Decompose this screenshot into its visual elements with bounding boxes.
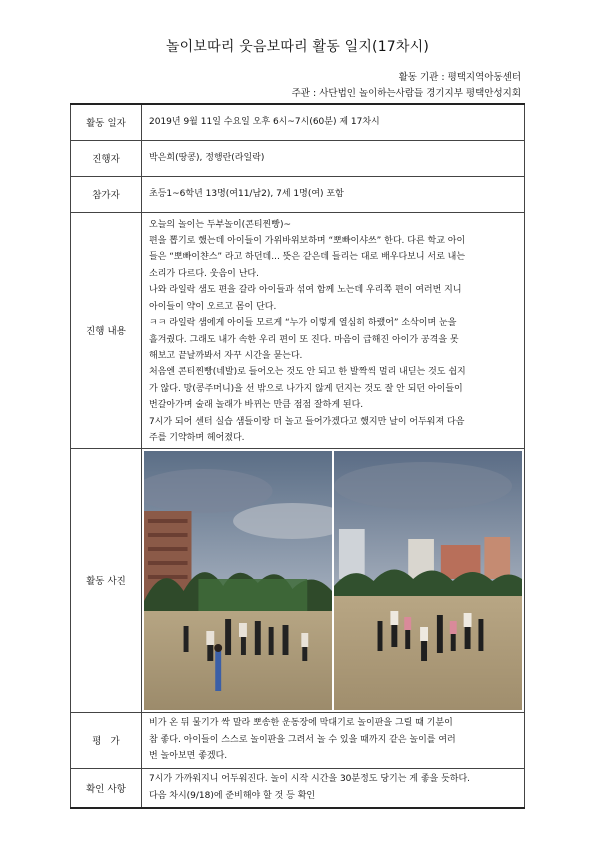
row-participants xyxy=(71,176,525,212)
row-check xyxy=(71,768,525,808)
label-evaluation: 평 가 xyxy=(71,712,142,768)
value-participants: 초등1~6학년 13명(여11/남2), 7세 1명(여) 포함 xyxy=(142,176,525,212)
text-line: 오늘의 놀이는 두부놀이(콘티찐빵)~ xyxy=(149,219,292,230)
value-evaluation xyxy=(142,712,525,768)
label-check: 확인 사항 xyxy=(71,768,142,808)
row-photos xyxy=(71,448,525,712)
value-date: 2019년 9월 11일 수요일 오후 6시~7시(60분) 제 17차시 xyxy=(142,104,525,140)
label-date: 활동 일자 xyxy=(71,104,142,140)
text-line: 주를 기약하며 헤어졌다. xyxy=(149,432,245,443)
text-line: 흘겨줬다. 그래도 내가 속한 우리 편이 또 진다. 마음이 급해진 아이가 공격을 못 xyxy=(149,334,459,345)
label-content: 진행 내용 xyxy=(71,212,142,448)
label-photos: 활동 사진 xyxy=(71,448,142,712)
agency-line: 활동 기관 : 평택지역아동센터 xyxy=(398,72,521,83)
text-line: 번갈아가며 술래 놀래가 바뀌는 만큼 점점 잘하게 된다. xyxy=(149,400,364,411)
label-leaders: 진행자 xyxy=(71,140,142,176)
evaluation-lines xyxy=(149,715,517,764)
text-line: 비가 온 뒤 물기가 싹 말라 뽀송한 운동장에 막대기로 놀이판을 그릴 때 기분이 xyxy=(149,718,453,729)
activity-photo-2 xyxy=(334,451,522,710)
text-line: 7시가 되어 센터 실습 샘들이랑 더 놀고 들어가겠다고 했지만 날이 어두워져 다음 xyxy=(149,416,465,427)
row-leaders xyxy=(71,140,525,176)
value-leaders: 박은희(땅콩), 정행란(라일락) xyxy=(142,140,525,176)
text-line: ㅋㅋ 라일락 샘에게 아이들 모르게 “누가 이렇게 열심히 하랬어” 소삭이며 눈을 xyxy=(149,318,457,329)
content-lines xyxy=(149,214,517,447)
text-line: 들은 “뽀빠이챤스” 라고 하던데... 뜻은 같은데 들리는 대로 배우다보니 서로 내는 xyxy=(149,252,466,263)
label-participants: 참가자 xyxy=(71,176,142,212)
check-lines xyxy=(149,771,517,804)
value-photos xyxy=(142,448,525,712)
text-line: 아이들이 약이 오르고 몸이 단다. xyxy=(149,301,277,312)
host-line: 주관 : 사단법인 놀이하는사람들 경기지부 평택안성지회 xyxy=(291,88,521,99)
text-line: 나와 라일락 샘도 편을 갈라 아이들과 섞여 함께 노는데 우리쪽 편이 여러번 지니 xyxy=(149,285,462,296)
text-line: 번 놀아보면 좋겠다. xyxy=(149,751,228,762)
row-content xyxy=(71,212,525,448)
text-line: 처음엔 콘티찐빵(네발)로 들어오는 것도 안 되고 한 발짝씩 멀리 내딛는 것도 쉽지 xyxy=(149,367,466,378)
text-line: 해보고 끝날까봐서 자꾸 시간을 묻는다. xyxy=(149,350,303,361)
row-date xyxy=(71,104,525,140)
text-line: 가 않다. 망(콩주머니)을 선 밖으로 나가지 않게 던지는 것도 잘 안 되던 아이들이 xyxy=(149,383,463,394)
activity-photo-1 xyxy=(144,451,332,710)
activity-log-table xyxy=(70,103,525,809)
value-content xyxy=(142,212,525,448)
row-evaluation xyxy=(71,712,525,768)
value-check xyxy=(142,768,525,808)
text-line: 소리가 다르다. 웃음이 난다. xyxy=(149,268,259,279)
text-line: 편을 뽑기로 했는데 아이들이 가위바위보하며 “뽀빠이샤쓰” 한다. 다른 학교 아이 xyxy=(149,236,466,247)
text-line: 다음 차시(9/18)에 준비해야 할 것 등 확인 xyxy=(149,790,316,801)
text-line: 7시가 가까워지니 어두워진다. 놀이 시작 시간을 30분정도 당기는 게 좋을 듯하다. xyxy=(149,774,471,785)
text-line: 참 좋다. 아이들이 스스로 놀이판을 그려서 놀 수 있을 때까지 같은 놀이를 여러 xyxy=(149,734,456,745)
page-title: 놀이보따리 웃음보따리 활동 일지(17차시) xyxy=(165,39,430,55)
